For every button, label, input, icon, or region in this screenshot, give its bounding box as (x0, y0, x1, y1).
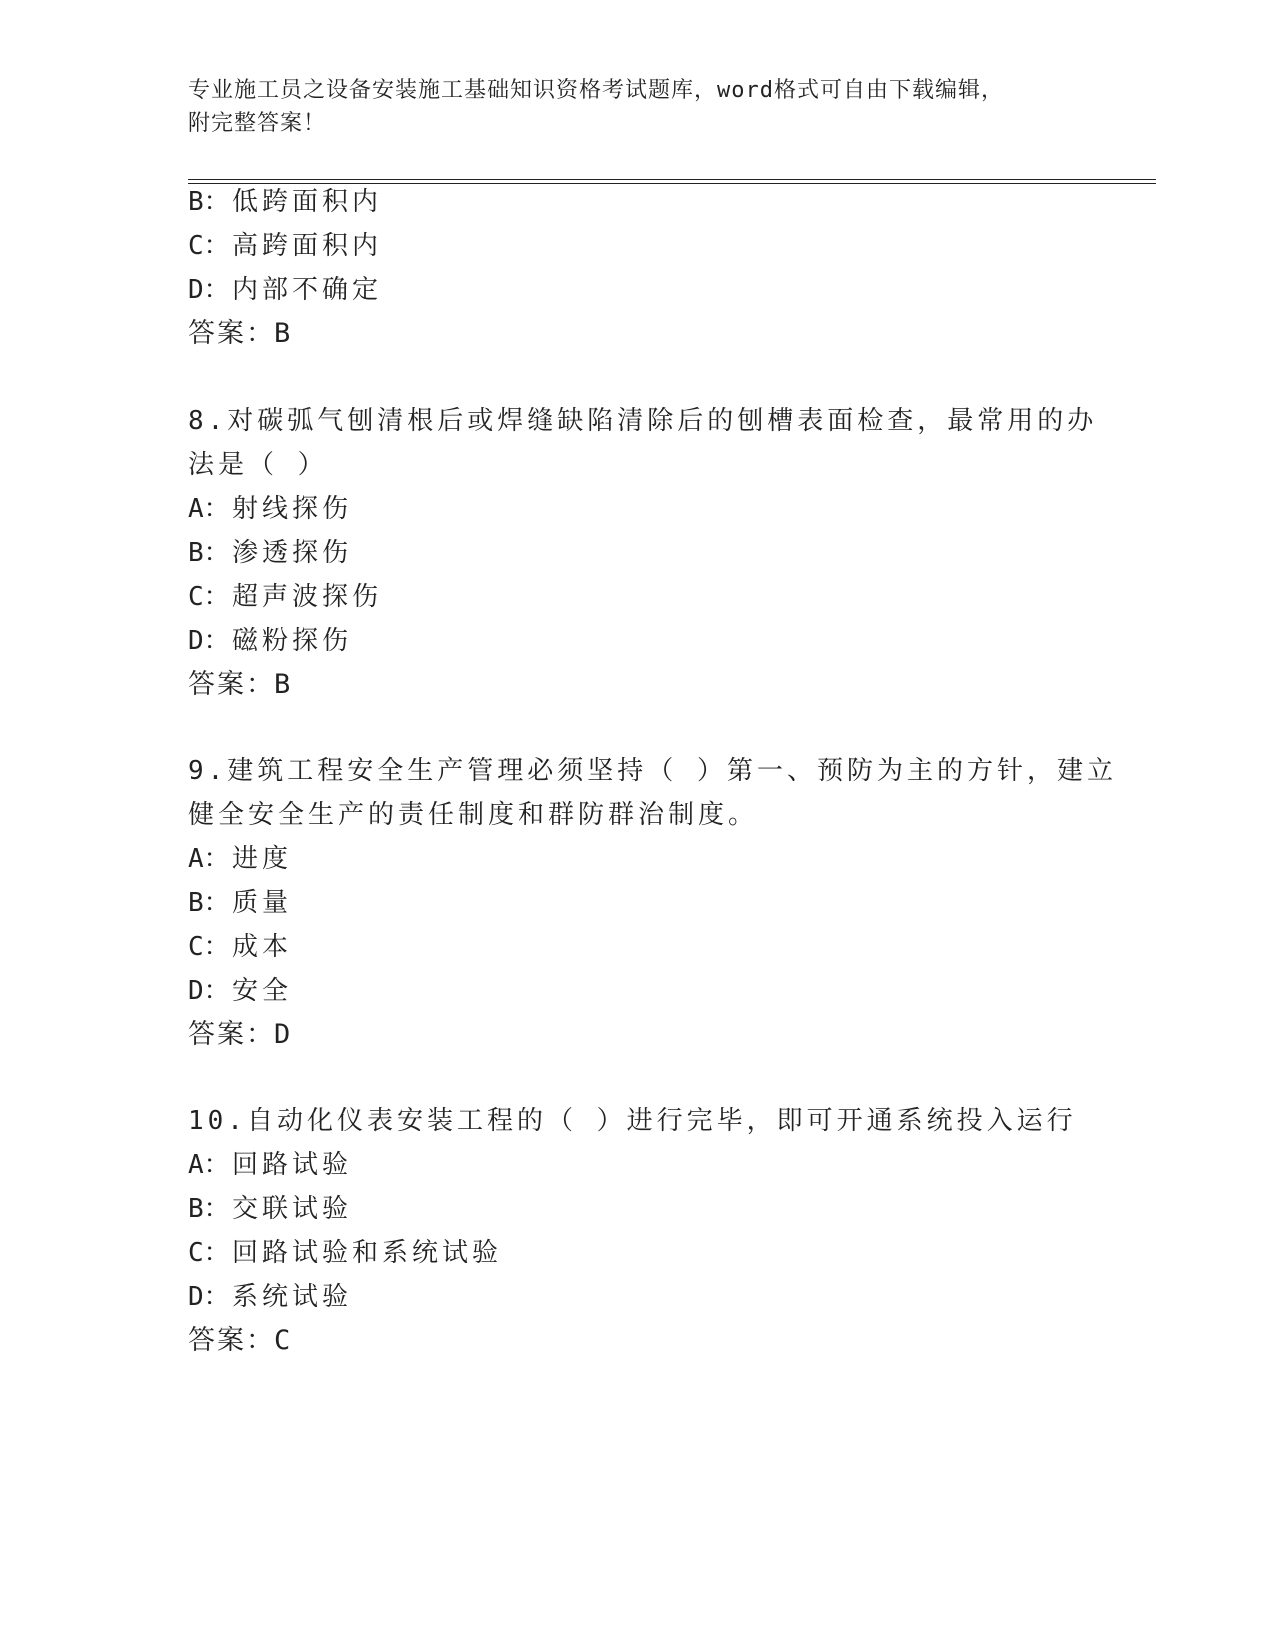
q9-option-a: A：进度 (188, 844, 293, 874)
q9-answer: 答案：D (188, 1019, 292, 1050)
q10-option-d: D：系统试验 (188, 1282, 353, 1312)
header-title-line-2: 附完整答案！ (188, 111, 327, 136)
q7-option-b: B：低跨面积内 (188, 187, 383, 217)
q10-stem-line-1: 10.自动化仪表安装工程的（ ）进行完毕，即可开通系统投入运行 (188, 1106, 1077, 1136)
q10-option-b: B：交联试验 (188, 1194, 353, 1224)
q8-option-c: C：超声波探伤 (188, 582, 383, 612)
q8-stem-line-1: 8.对碳弧气刨清根后或焊缝缺陷清除后的刨槽表面检查，最常用的办 (188, 406, 1098, 436)
q8-stem-line-2: 法是（ ） (188, 450, 328, 480)
q9-stem-line-1: 9.建筑工程安全生产管理必须坚持（ ）第一、预防为主的方针，建立 (188, 756, 1117, 786)
q9-stem-line-2: 健全安全生产的责任制度和群防群治制度。 (188, 800, 759, 830)
q9-option-d: D：安全 (188, 976, 293, 1006)
q8-option-d: D：磁粉探伤 (188, 626, 353, 656)
q9-option-b: B：质量 (188, 888, 293, 918)
header-title-line-1: 专业施工员之设备安装施工基础知识资格考试题库，word格式可自由下载编辑， (188, 78, 1004, 103)
q9-option-c: C：成本 (188, 932, 293, 962)
q10-option-a: A：回路试验 (188, 1150, 353, 1180)
q8-answer: 答案：B (188, 669, 292, 700)
q7-answer: 答案：B (188, 318, 292, 349)
q7-option-c: C：高跨面积内 (188, 231, 383, 261)
q7-option-d: D：内部不确定 (188, 275, 383, 305)
q8-option-b: B：渗透探伤 (188, 538, 353, 568)
q8-option-a: A：射线探伤 (188, 494, 353, 524)
document-header (188, 74, 1088, 140)
q10-answer: 答案：C (188, 1325, 292, 1356)
q10-option-c: C：回路试验和系统试验 (188, 1238, 503, 1268)
